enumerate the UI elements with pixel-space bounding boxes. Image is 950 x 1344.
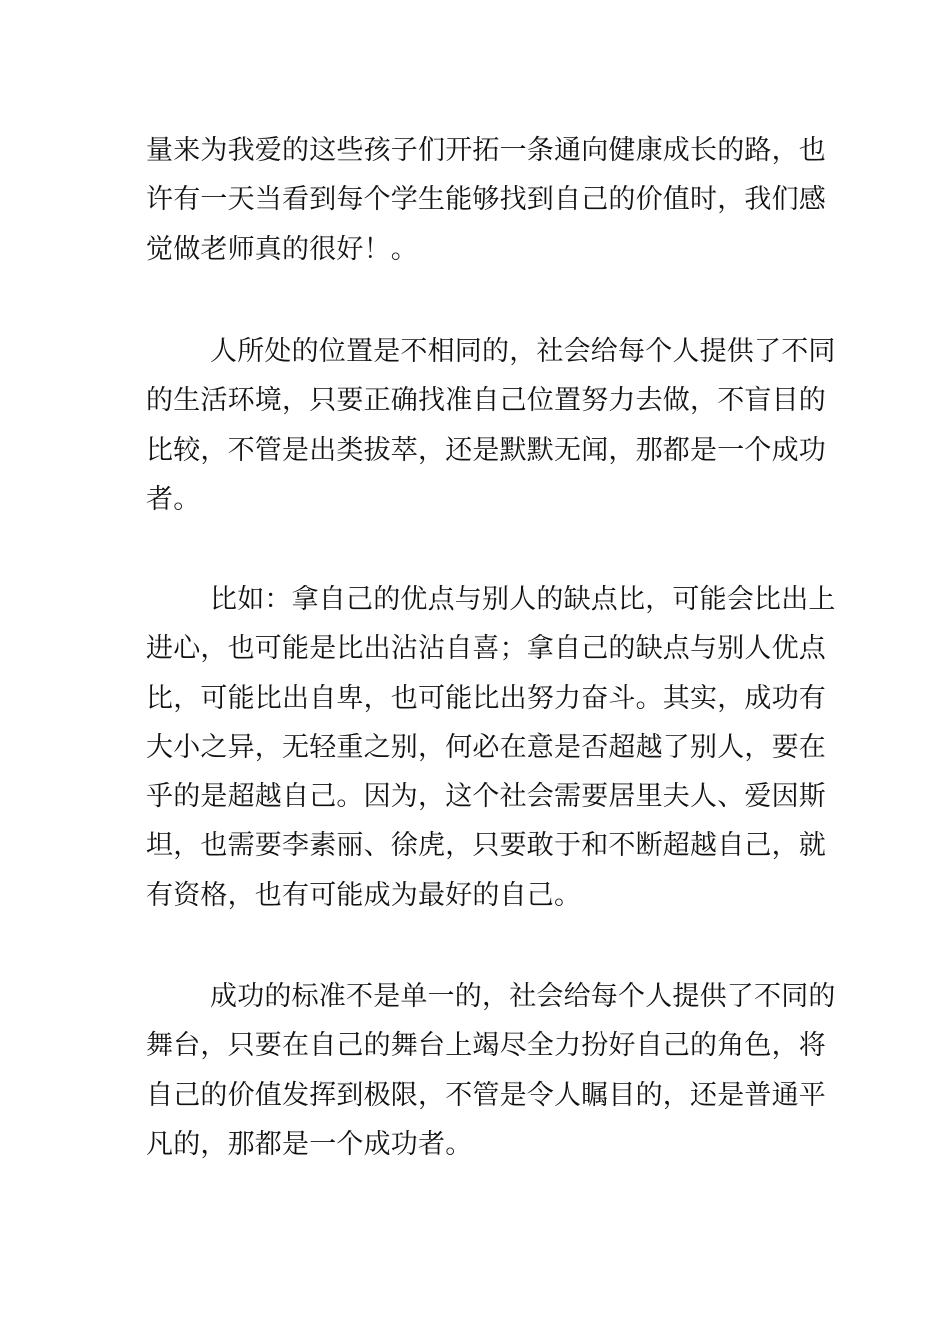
paragraph-line: 量来为我爱的这些孩子们开拓一条通向健康成长的路，也 (146, 135, 826, 166)
paragraph-4 (146, 972, 836, 1169)
paragraph-line: 比如：拿自己的优点与别人的缺点比，可能会比出上 (210, 584, 836, 615)
paragraph-line: 乎的是超越自己。因为，这个社会需要居里夫人、爱因斯 (146, 781, 826, 813)
paragraph-line: 者。 (146, 483, 201, 515)
paragraph-line: 有资格，也有可能成为最好的自己。 (146, 879, 582, 911)
paragraph-1 (146, 126, 826, 274)
paragraph-2 (146, 327, 836, 524)
paragraph-3 (146, 575, 836, 920)
paragraph-line: 成功的标准不是单一的，社会给每个人提供了不同的 (210, 981, 836, 1012)
paragraph-line: 比较，不管是出类拔萃，还是默默无闻，那都是一个成功 (146, 434, 826, 466)
paragraph-line: 许有一天当看到每个学生能够找到自己的价值时，我们感 (146, 184, 826, 216)
paragraph-line: 人所处的位置是不相同的，社会给每个人提供了不同 (210, 336, 836, 367)
paragraph-line: 自己的价值发挥到极限，不管是令人瞩目的，还是普通平 (146, 1079, 826, 1111)
paragraph-line: 坦，也需要李素丽、徐虎，只要敢于和不断超越自己，就 (146, 830, 826, 862)
paragraph-line: 比，可能比出自卑，也可能比出努力奋斗。其实，成功有 (146, 682, 826, 714)
paragraph-line: 凡的，那都是一个成功者。 (146, 1128, 473, 1160)
paragraph-line: 觉做老师真的很好！。 (146, 233, 418, 265)
paragraph-line: 大小之异，无轻重之别，何必在意是否超越了别人，要在 (146, 731, 826, 763)
paragraph-line: 的生活环境，只要正确找准自己位置努力去做，不盲目的 (146, 385, 826, 417)
paragraph-line: 舞台，只要在自己的舞台上竭尽全力扮好自己的角色，将 (146, 1030, 826, 1062)
paragraph-line: 进心，也可能是比出沾沾自喜；拿自己的缺点与别人优点 (146, 633, 826, 665)
